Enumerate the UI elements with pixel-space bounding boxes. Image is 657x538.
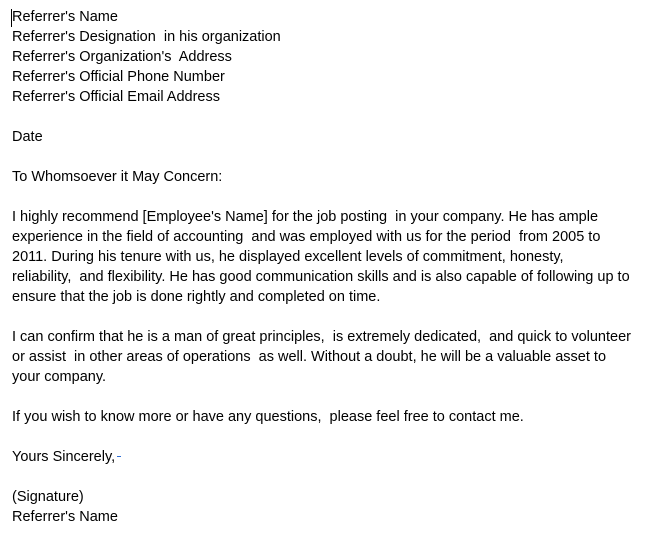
blank-line	[12, 387, 652, 407]
sender-email-line: Referrer's Official Email Address	[12, 89, 220, 105]
blank-line	[12, 107, 652, 127]
blank-line	[12, 467, 652, 487]
paragraph-line: your company.	[12, 369, 107, 385]
sender-phone-line: Referrer's Official Phone Number	[12, 69, 225, 85]
paragraph-character	[12, 327, 652, 387]
signature-label: (Signature)	[12, 489, 84, 505]
paragraph-line: 2011. During his tenure with us, he displayed excellent levels of commitment, honesty,	[12, 249, 564, 265]
date-line: Date	[12, 129, 43, 145]
sender-designation-line: Referrer's Designation in his organization	[12, 29, 281, 45]
text-cursor	[11, 9, 12, 27]
paragraph-line: ensure that the job is done rightly and completed on time.	[12, 289, 381, 305]
blank-line	[12, 307, 652, 327]
paragraph-line: or assist in other areas of operations as well. Without a doubt, he will be a valuable asset to	[12, 349, 607, 365]
paragraph-contact: If you wish to know more or have any questions, please feel free to contact me.	[12, 409, 524, 425]
blank-line	[12, 187, 652, 207]
blank-line	[12, 427, 652, 447]
signature-name: Referrer's Name	[12, 509, 118, 525]
paragraph-recommendation	[12, 207, 652, 307]
sender-name-line: Referrer's Name	[12, 9, 118, 25]
paragraph-line: reliability, and flexibility. He has good communication skills and is also capable of following up to	[12, 269, 630, 285]
blank-line	[12, 147, 652, 167]
sender-address-line: Referrer's Organization's Address	[12, 49, 232, 65]
letter-document[interactable]	[12, 7, 652, 527]
salutation-line: To Whomsoever it May Concern:	[12, 169, 223, 185]
paragraph-line: experience in the field of accounting and was employed with us for the period from 2005 to	[12, 229, 601, 245]
closing-line: Yours Sincerely,	[12, 449, 116, 465]
paragraph-line: I highly recommend [Employee's Name] for the job posting in your company. He has ample	[12, 209, 599, 225]
paragraph-line: I can confirm that he is a man of great principles, is extremely dedicated, and quick to volunteer	[12, 329, 631, 345]
grammar-marker	[117, 452, 121, 457]
sender-block	[12, 7, 652, 107]
